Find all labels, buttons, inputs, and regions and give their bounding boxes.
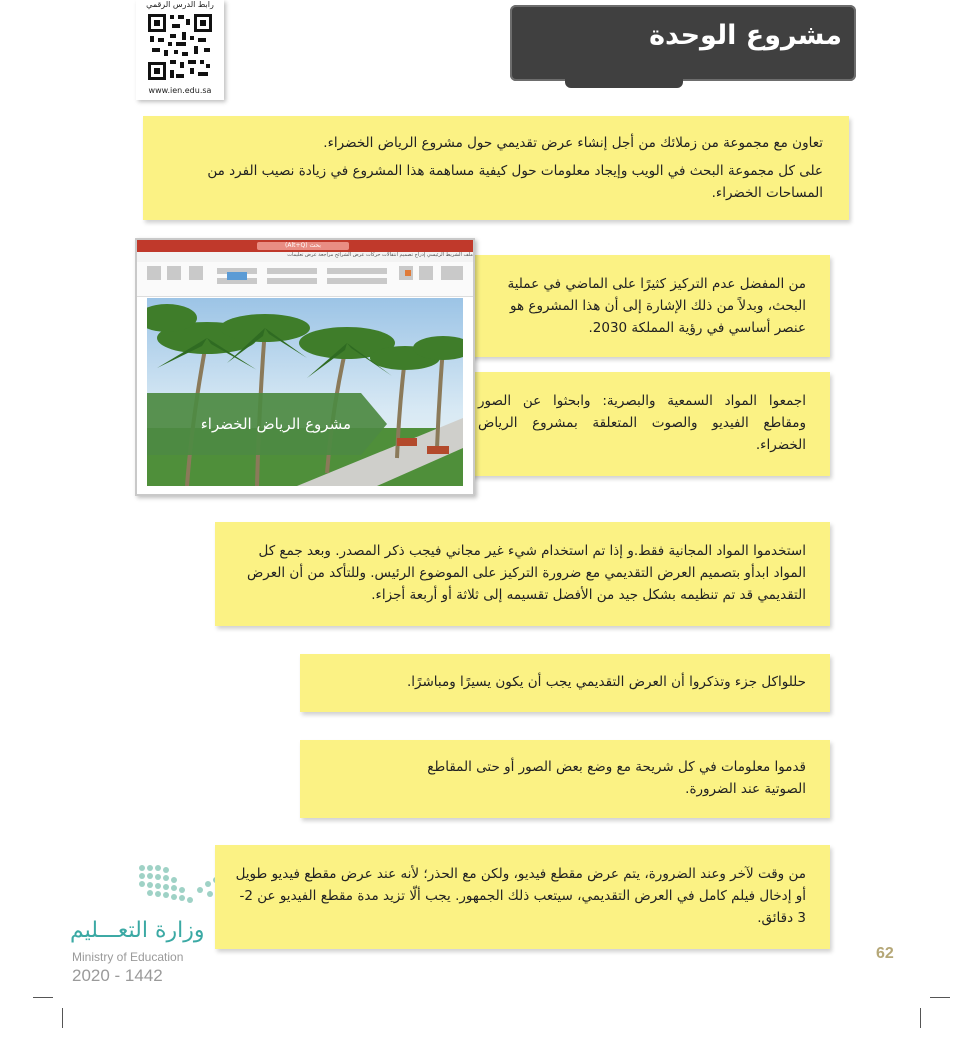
note-collect-media bbox=[468, 372, 830, 476]
note-focus-vision-text: من المفضل عدم التركيز كثيرًا على الماضي في عملية البحث، وبدلاً من ذلك الإشارة إلى أن هذا المشروع هو عنصر أساسي في رؤية المملكة 2030. bbox=[507, 276, 806, 336]
note-free-materials-text: استخدموا المواد المجانية فقط.و إذا تم استخدام شيء غير مجاني فيجب ذكر المصدر. وبعد جمع كل المواد ابدأو بتصميم العرض التقديمي مع ضرورة التركيز على الموضوع الرئيس. وللتأكد من أن العرض التقديمي قد تم تنظيمه بشكل جيد من الأفضل تقسيمه إلى ثلاثة أو أربعة أجزاء. bbox=[246, 543, 806, 603]
crop-mark-left-v bbox=[62, 1008, 63, 1028]
note-video-length bbox=[215, 845, 830, 949]
intro-line-2: على كل مجموعة البحث في الويب وإيجاد معلومات حول كيفية مساهمة هذا المشروع في زيادة نصيب الفرد من المساحات الخضراء. bbox=[207, 163, 823, 201]
crop-mark-right-v bbox=[920, 1008, 921, 1028]
note-slide-info-text: قدموا معلومات في كل شريحة مع وضع بعض الصور أو حتى المقاطع الصوتية عند الضرورة. bbox=[427, 759, 806, 797]
note-video-length-text: من وقت لآخر وعند الضرورة، يتم عرض مقطع فيديو، ولكن مع الحذر؛ لأنه عند عرض مقطع فيديو طويل أو إدخال فيلم كامل في العرض التقديمي، سيتعب ذلك الجمهور. يجب ألّا تزيد مدة مقطع الفيديو عن 2-3 دقائق. bbox=[235, 866, 806, 926]
note-slide-info bbox=[300, 740, 830, 818]
crop-mark-left-h bbox=[33, 997, 53, 998]
ministry-year: 2020 - 1442 bbox=[72, 966, 163, 985]
qr-code-card[interactable] bbox=[136, 0, 224, 100]
page-number: 62 bbox=[876, 945, 894, 962]
ministry-name-ar: وزارة التعـــليم bbox=[70, 918, 205, 943]
qr-label: رابط الدرس الرقمي bbox=[146, 0, 214, 9]
note-analyze-text: حللواكل جزء وتذكروا أن العرض التقديمي يجب أن يكون يسيرًا ومباشرًا. bbox=[406, 674, 806, 690]
slide-title-banner-tip bbox=[361, 393, 387, 455]
intro-note bbox=[143, 116, 849, 220]
page-title: مشروع الوحدة bbox=[649, 20, 842, 51]
note-collect-media-text: اجمعوا المواد السمعية والبصرية: وابحثوا عن الصور ومقاطع الفيديو والصوت المتعلقة بمشروع الرياض الخضراء. bbox=[478, 393, 806, 453]
qr-url[interactable]: www.ien.edu.sa bbox=[148, 86, 212, 95]
note-focus-vision bbox=[468, 255, 830, 357]
crop-mark-right-h bbox=[930, 997, 950, 998]
slide-title: مشروع الرياض الخضراء bbox=[200, 415, 351, 433]
note-analyze bbox=[300, 654, 830, 712]
unit-title-tab bbox=[565, 70, 683, 88]
ministry-name-en: Ministry of Education bbox=[72, 950, 184, 964]
ribbon-tabs: ملف الشريط الرئيسي إدراج تصميم انتقالات حركات عرض الشرائح مراجعة عرض تعليمات bbox=[137, 252, 473, 262]
powerpoint-screenshot bbox=[135, 238, 475, 496]
note-free-materials bbox=[215, 522, 830, 626]
palm-trees-photo bbox=[147, 298, 463, 486]
intro-line-1: تعاون مع مجموعة من زملائك من أجل إنشاء عرض تقديمي حول مشروع الرياض الخضراء. bbox=[323, 135, 823, 151]
ribbon bbox=[137, 262, 473, 297]
search-box: بحث (Alt+Q) bbox=[257, 242, 349, 250]
qr-code-icon bbox=[146, 12, 214, 82]
